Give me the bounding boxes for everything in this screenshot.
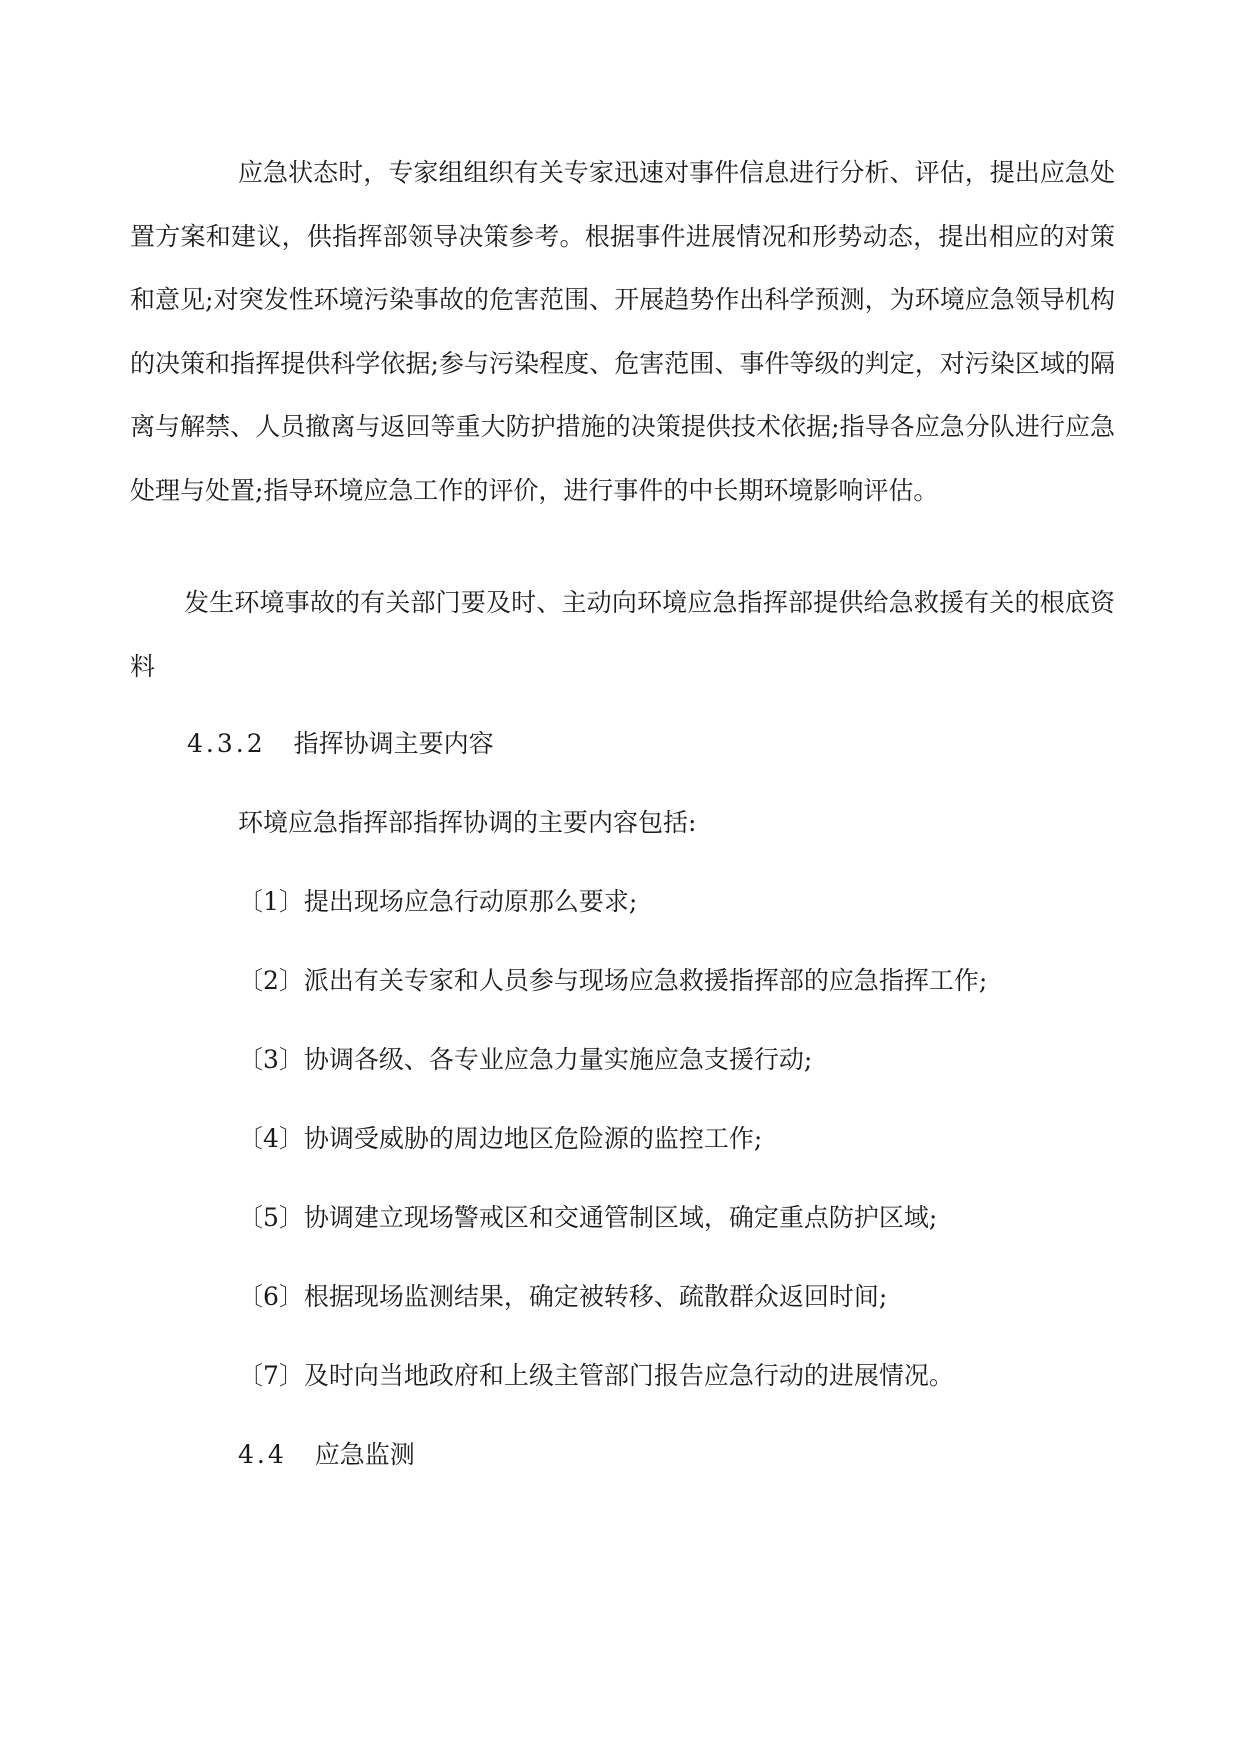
section-heading-4-4 xyxy=(238,1437,415,1473)
list-item: 〔2〕派出有关专家和人员参与现场应急救援指挥部的应急指挥工作; xyxy=(238,966,988,995)
section-number: 4.3.2 xyxy=(187,729,266,758)
section-title: 指挥协调主要内容 xyxy=(293,729,494,758)
list-item: 〔3〕协调各级、各专业应急力量实施应急支援行动; xyxy=(238,1045,813,1074)
list-item: 〔6〕根据现场监测结果，确定被转移、疏散群众返回时间; xyxy=(238,1282,888,1311)
section-heading-4-3-2 xyxy=(187,726,494,762)
list-item: 〔4〕协调受威胁的周边地区危险源的监控工作; xyxy=(238,1124,763,1153)
list-item: 〔7〕及时向当地政府和上级主管部门报告应急行动的进展情况。 xyxy=(238,1361,954,1390)
section-intro: 环境应急指挥部指挥协调的主要内容包括: xyxy=(238,808,697,837)
paragraph-expert-group: 应急状态时，专家组组织有关专家迅速对事件信息进行分析、评估，提出应急处置方案和建议，供指挥部领导决策参考。根据事件进展情况和形势动态，提出相应的对策和意见;对突发性环境污染事故的危害范围、开展趋势作出科学预测，为环境应急领导机构的决策和指挥提供科学依据;参与污染程度、危害范围、事件等级的判定，对污染区域的隔离与解禁、人员撤离与返回等重大防护措施的决策提供技术依据;指导各应急分队进行应急处理与处置;指导环境应急工作的评价，进行事件的中长期环境影响评估。 xyxy=(130,158,1115,505)
section-number: 4.4 xyxy=(238,1440,287,1469)
list-item: 〔1〕提出现场应急行动原那么要求; xyxy=(238,887,638,916)
paragraph-departments: 发生环境事故的有关部门要及时、主动向环境应急指挥部提供给急救援有关的根底资料 xyxy=(130,588,1115,681)
section-title: 应急监测 xyxy=(314,1440,415,1469)
list-item: 〔5〕协调建立现场警戒区和交通管制区域，确定重点防护区域; xyxy=(238,1203,938,1232)
